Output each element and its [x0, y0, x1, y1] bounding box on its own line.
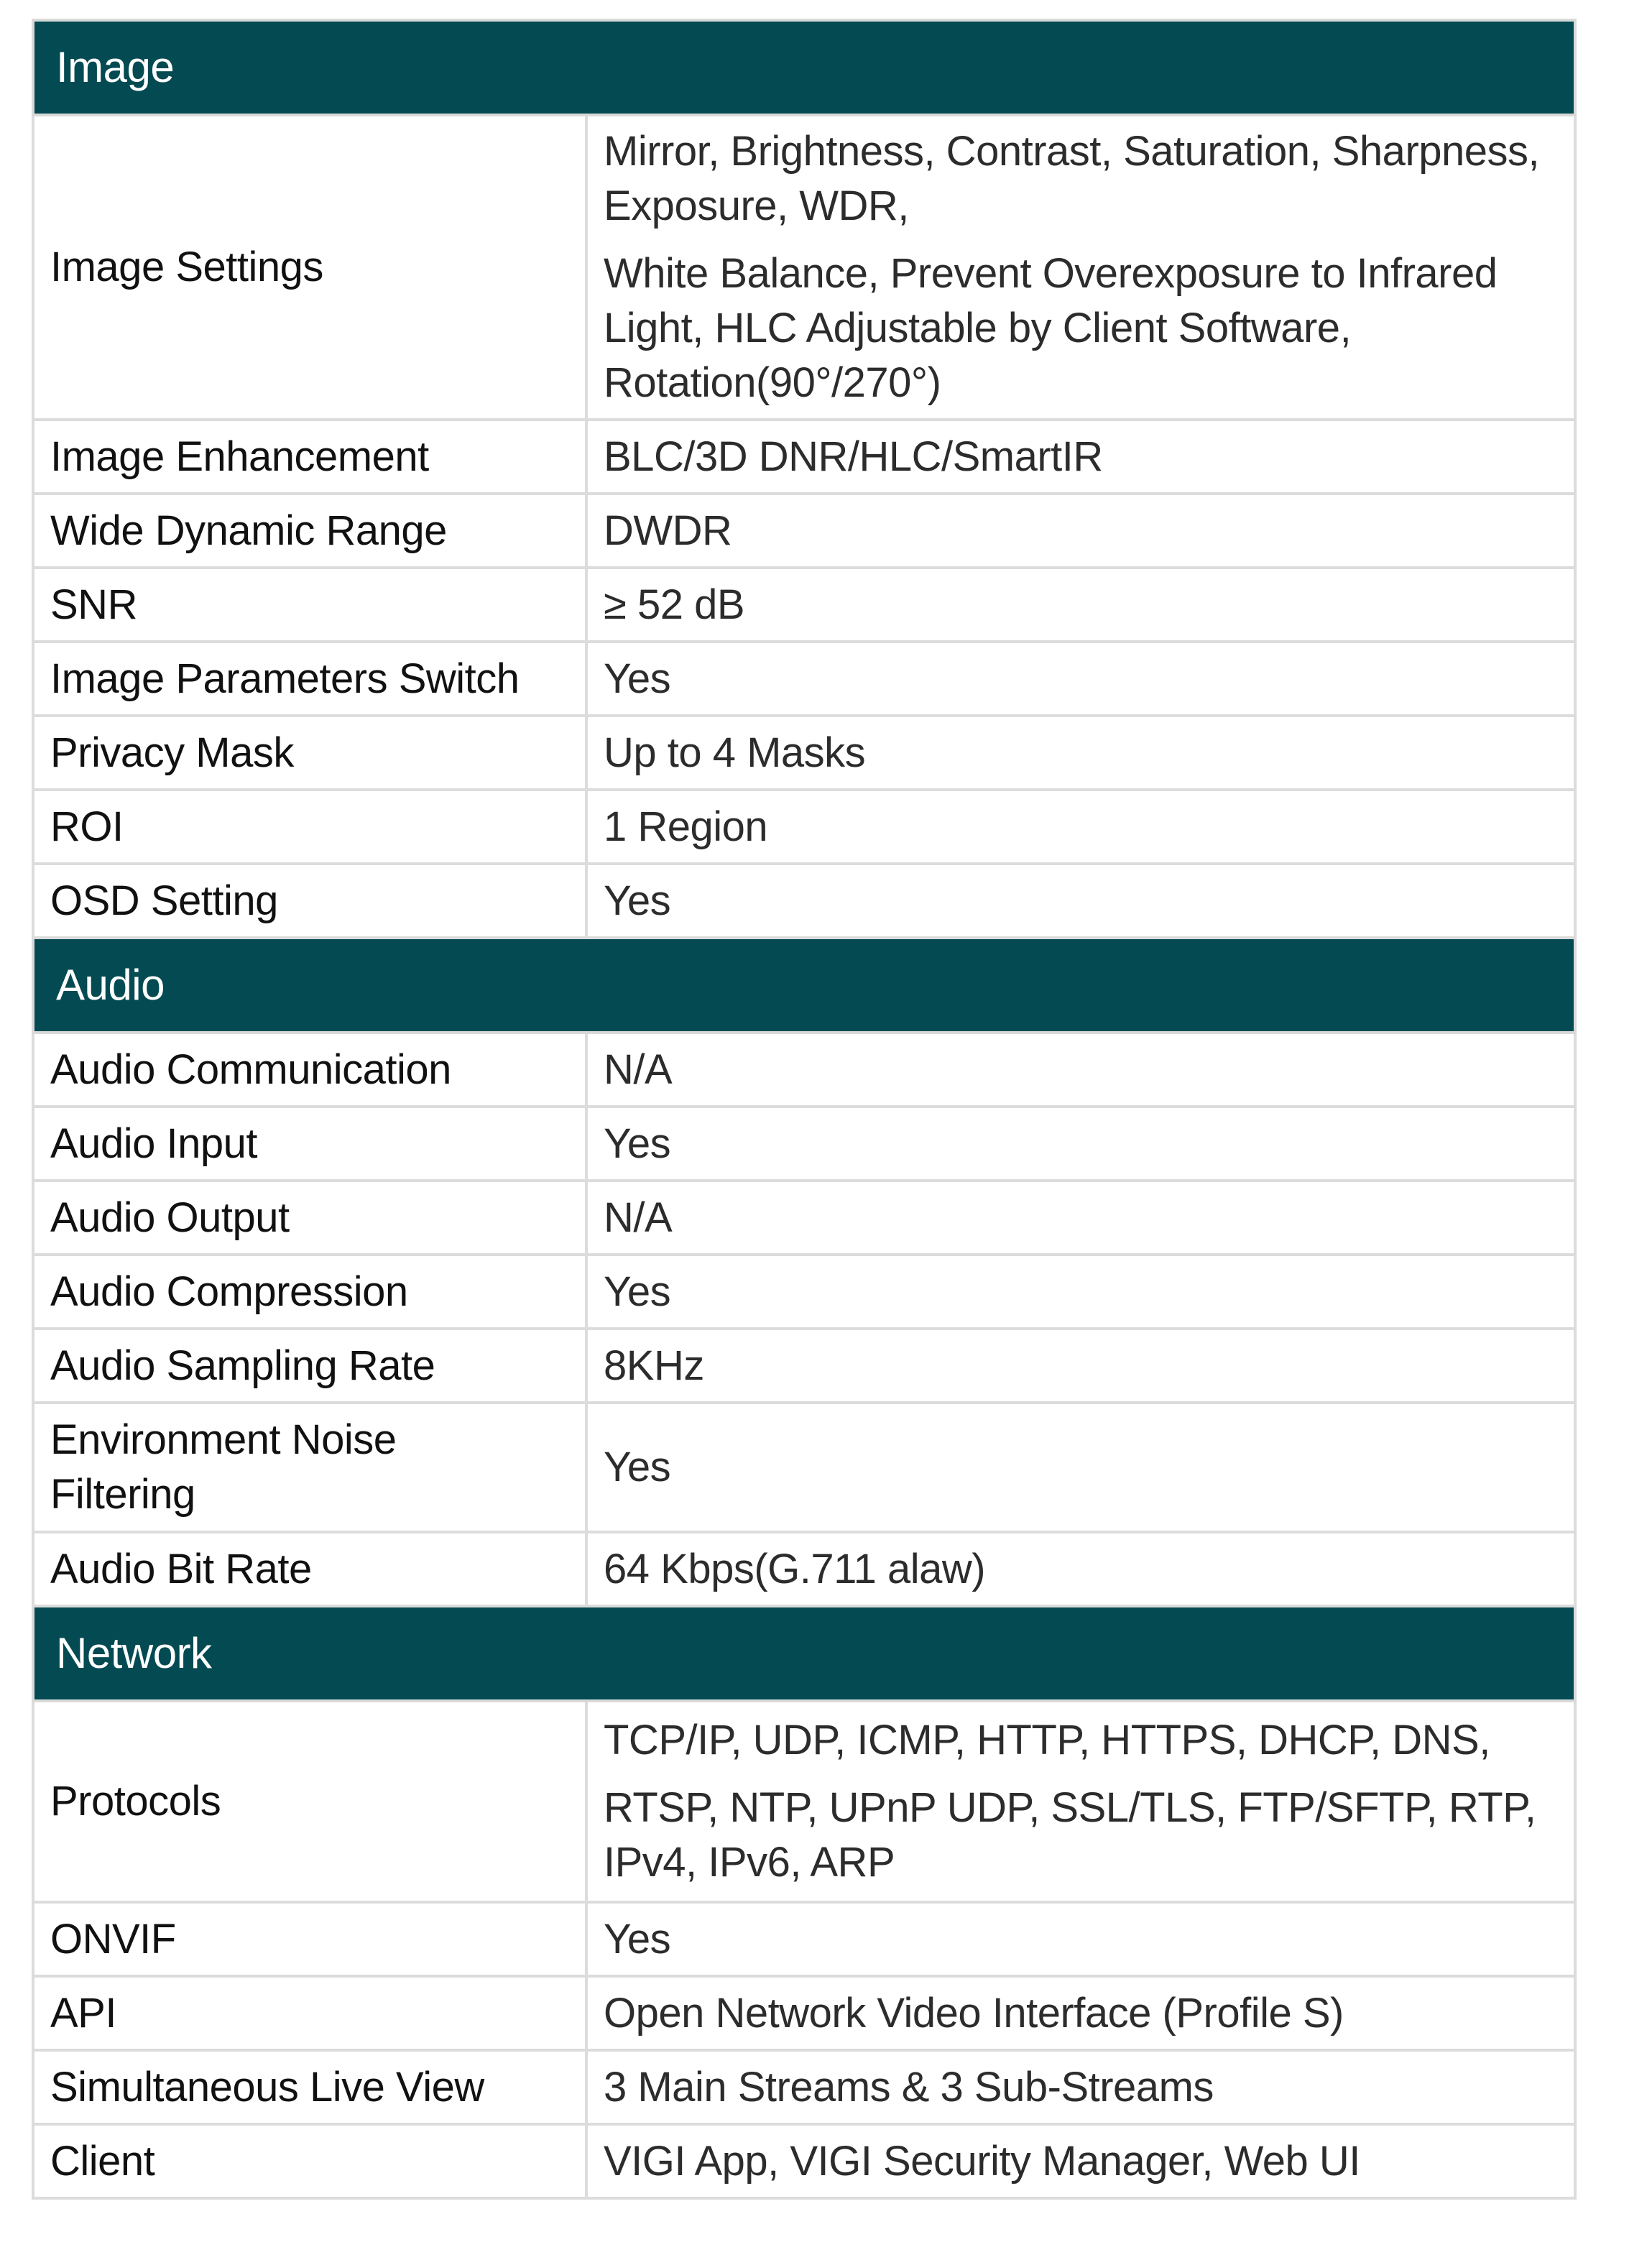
spec-value: BLC/3D DNR/HLC/SmartIR [586, 420, 1575, 494]
spec-row-osd-setting [33, 864, 1575, 938]
spec-label: Image Parameters Switch [33, 642, 586, 716]
spec-value-line: TCP/IP, UDP, ICMP, HTTP, HTTPS, DHCP, DNS, [604, 1717, 1490, 1763]
spec-row-onvif [33, 1902, 1575, 1976]
spec-value-line: White Balance, Prevent Overexposure to Infrared [604, 250, 1498, 297]
spec-row-simultaneous-live-view [33, 2050, 1575, 2124]
spec-value: DWDR [586, 494, 1575, 568]
spec-value: ≥ 52 dB [586, 568, 1575, 642]
spec-row-audio-compression [33, 1255, 1575, 1329]
spec-label-line: Filtering [50, 1471, 195, 1518]
spec-row-protocols [33, 1701, 1575, 1902]
spec-value: 3 Main Streams & 3 Sub-Streams [586, 2050, 1575, 2124]
spec-label: Protocols [33, 1701, 586, 1902]
spec-label: Audio Bit Rate [33, 1532, 586, 1606]
spec-label: Wide Dynamic Range [33, 494, 586, 568]
section-title: Audio [33, 938, 1575, 1033]
spec-row-audio-communication [33, 1033, 1575, 1107]
spec-label: Audio Sampling Rate [33, 1329, 586, 1403]
spec-value: Yes [586, 864, 1575, 938]
section-header-network [33, 1606, 1575, 1701]
spec-value-line: Exposure, WDR, [604, 183, 909, 229]
spec-row-image-enhancement [33, 420, 1575, 494]
spec-label: Simultaneous Live View [33, 2050, 586, 2124]
spec-value: N/A [586, 1033, 1575, 1107]
spec-label: ONVIF [33, 1902, 586, 1976]
spec-value: Yes [586, 1255, 1575, 1329]
spec-label [33, 1403, 586, 1532]
section-title: Image [33, 20, 1575, 115]
spec-value-line: RTSP, NTP, UPnP UDP, SSL/TLS, FTP/SFTP, RTP, [604, 1784, 1536, 1831]
spec-value-line: Light, HLC Adjustable by Client Software, [604, 305, 1352, 351]
spec-table [32, 19, 1577, 2200]
spec-label: Image Enhancement [33, 420, 586, 494]
spec-value: Yes [586, 1403, 1575, 1532]
spec-label: ROI [33, 790, 586, 864]
spec-value-line: IPv4, IPv6, ARP [604, 1839, 895, 1886]
spec-row-audio-input [33, 1107, 1575, 1181]
spec-row-audio-output [33, 1181, 1575, 1255]
spec-value: Open Network Video Interface (Profile S) [586, 1976, 1575, 2050]
spec-label: OSD Setting [33, 864, 586, 938]
spec-value: VIGI App, VIGI Security Manager, Web UI [586, 2124, 1575, 2198]
spec-value: Yes [586, 1107, 1575, 1181]
spec-value: Yes [586, 1902, 1575, 1976]
spec-row-privacy-mask [33, 716, 1575, 790]
spec-label: Privacy Mask [33, 716, 586, 790]
spec-label: Image Settings [33, 115, 586, 420]
spec-row-wide-dynamic-range [33, 494, 1575, 568]
spec-label: Audio Input [33, 1107, 586, 1181]
spec-label: Client [33, 2124, 586, 2198]
spec-row-snr [33, 568, 1575, 642]
spec-row-api [33, 1976, 1575, 2050]
spec-value-line: Rotation(90°/270°) [604, 359, 941, 406]
spec-row-audio-sampling-rate [33, 1329, 1575, 1403]
spec-value [586, 1701, 1575, 1902]
spec-row-audio-bit-rate [33, 1532, 1575, 1606]
spec-value [586, 115, 1575, 420]
spec-row-client [33, 2124, 1575, 2198]
spec-label: API [33, 1976, 586, 2050]
spec-value: N/A [586, 1181, 1575, 1255]
spec-label: Audio Compression [33, 1255, 586, 1329]
spec-value: 64 Kbps(G.711 alaw) [586, 1532, 1575, 1606]
spec-row-image-settings [33, 115, 1575, 420]
spec-label: Audio Output [33, 1181, 586, 1255]
spec-value: Yes [586, 642, 1575, 716]
spec-value-line: Mirror, Brightness, Contrast, Saturation, Sharpness, [604, 128, 1540, 175]
spec-label-line: Environment Noise [50, 1416, 397, 1463]
section-title: Network [33, 1606, 1575, 1701]
spec-row-environment-noise-filtering [33, 1403, 1575, 1532]
spec-row-roi [33, 790, 1575, 864]
spec-label: Audio Communication [33, 1033, 586, 1107]
spec-label: SNR [33, 568, 586, 642]
section-header-image [33, 20, 1575, 115]
spec-value: 1 Region [586, 790, 1575, 864]
section-header-audio [33, 938, 1575, 1033]
spec-row-image-parameters-switch [33, 642, 1575, 716]
spec-value: Up to 4 Masks [586, 716, 1575, 790]
spec-value: 8KHz [586, 1329, 1575, 1403]
